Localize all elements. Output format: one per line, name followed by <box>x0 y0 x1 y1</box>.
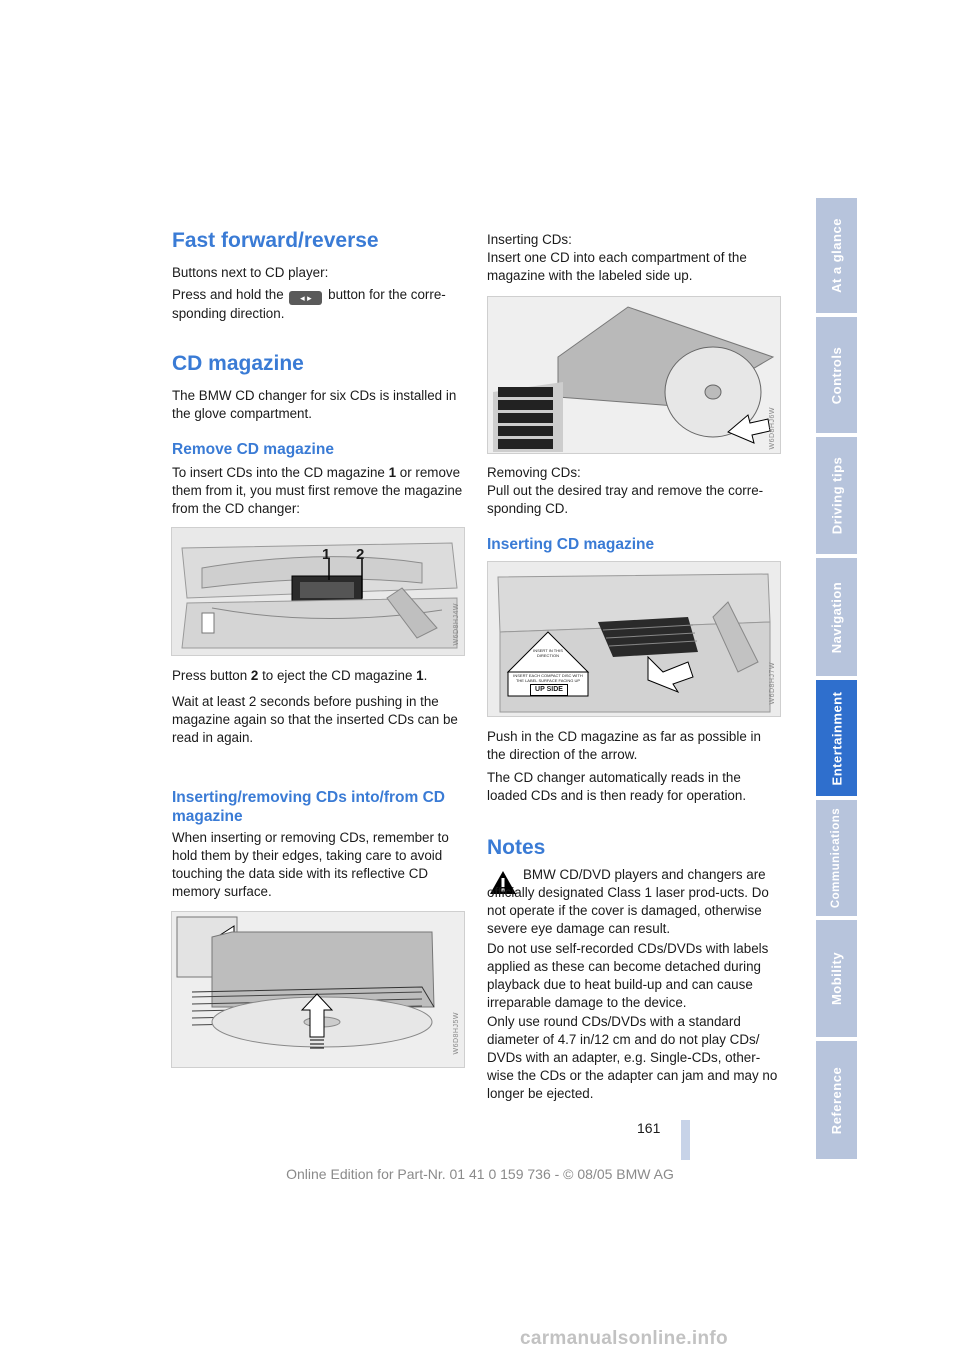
page-number: 161 <box>637 1120 661 1136</box>
tab-at-a-glance[interactable]: At a glance <box>816 198 857 313</box>
seek-rewind-forward-button-icon: ◂ ▸ <box>289 291 322 305</box>
para-magazine: The BMW CD changer for six CDs is installed in the glove compartment. <box>172 388 457 421</box>
page-number-bar <box>681 1120 690 1160</box>
para-buttons: Buttons next to CD player: <box>172 265 329 280</box>
para-push: Push in the CD magazine as far as possible in the direction of the arrow. <box>487 729 761 762</box>
para-wait: Wait at least 2 seconds before pushing in the magazine again so that the inserted CDs can be read in again. <box>172 694 458 745</box>
figure-code: W6D8HJ5W <box>453 1012 460 1055</box>
para-remove: To insert CDs into the CD magazine 1 or remove them from it, you must first remove the magazine from the CD changer: <box>172 465 463 516</box>
para-removing-cds: Removing CDs: Pull out the desired tray and remove the corre-sponding CD. <box>487 465 764 516</box>
figure-label-2: 2 <box>356 546 365 563</box>
tab-communications[interactable]: Communications <box>816 800 857 916</box>
watermark: carmanualsonline.info <box>520 1328 728 1349</box>
figure-code: W6D8HJ7W <box>769 662 776 705</box>
heading-notes: Notes <box>487 836 546 859</box>
figure-disc-tray <box>487 296 781 454</box>
heading-inserting-magazine: Inserting CD magazine <box>487 536 655 553</box>
figure-label-up-side: UP SIDE <box>530 684 568 696</box>
para-press-hold: Press and hold the ◂ ▸ button for the corre- sponding direction. <box>172 287 446 321</box>
para-eject: Press button 2 to eject the CD magazine 1. <box>172 668 428 683</box>
heading-remove-magazine: Remove CD magazine <box>172 441 334 458</box>
figure-label-instructions: INSERT EACH COMPACT DISC WITH THE LABEL SURFACE FACING UP <box>513 673 583 683</box>
para-notes-laser: BMW CD/DVD players and changers are officially designated Class 1 laser prod-ucts. Do not operate if the cover is damaged, otherwise severe eye damage can result. <box>487 867 769 936</box>
figure-label-1: 1 <box>322 546 331 563</box>
tab-controls[interactable]: Controls <box>816 317 857 433</box>
tab-navigation[interactable]: Navigation <box>816 558 857 676</box>
heading-inserting-removing: Inserting/removing CDs into/from CD magazine <box>172 789 445 825</box>
figure-label-direction: INSERT IN THIS DIRECTION <box>533 648 563 658</box>
para-reads: The CD changer automatically reads in the loaded CDs and is then ready for operation. <box>487 770 747 803</box>
figure-code: W6D8HJ4W <box>453 603 460 646</box>
tab-driving-tips[interactable]: Driving tips <box>816 437 857 554</box>
heading-fast-forward: Fast forward/reverse <box>172 229 379 252</box>
figure-code: W6D8HJ6W <box>769 407 776 450</box>
tab-reference[interactable]: Reference <box>816 1041 857 1159</box>
figure-magazine-disc <box>171 911 465 1068</box>
tab-entertainment[interactable]: Entertainment <box>816 680 857 796</box>
tab-mobility[interactable]: Mobility <box>816 920 857 1037</box>
heading-cd-magazine: CD magazine <box>172 352 304 375</box>
figure-glovebox-changer <box>171 527 465 656</box>
para-edges: When inserting or removing CDs, remember to hold them by their edges, taking care to avoid touching the data side with its reflective CD memory surface. <box>172 830 449 899</box>
para-inserting-cds: Inserting CDs: Insert one CD into each compartment of the magazine with the labeled side up. <box>487 232 747 283</box>
figure-insert-magazine <box>487 561 781 717</box>
footer-edition: Online Edition for Part-Nr. 01 41 0 159 736 - © 08/05 BMW AG <box>286 1166 674 1182</box>
para-notes-labels: Do not use self-recorded CDs/DVDs with labels applied as these can become detached during playback due to heat build-up and can cause irreparable damage to the device. <box>487 941 769 1010</box>
para-notes-round: Only use round CDs/DVDs with a standard diameter of 4.7 in/12 cm and do not play CDs/ DVDs with an adapter, e.g. Single-CDs, other-wise the CDs or the adapter can jam and may no longer be ejected. <box>487 1014 778 1101</box>
